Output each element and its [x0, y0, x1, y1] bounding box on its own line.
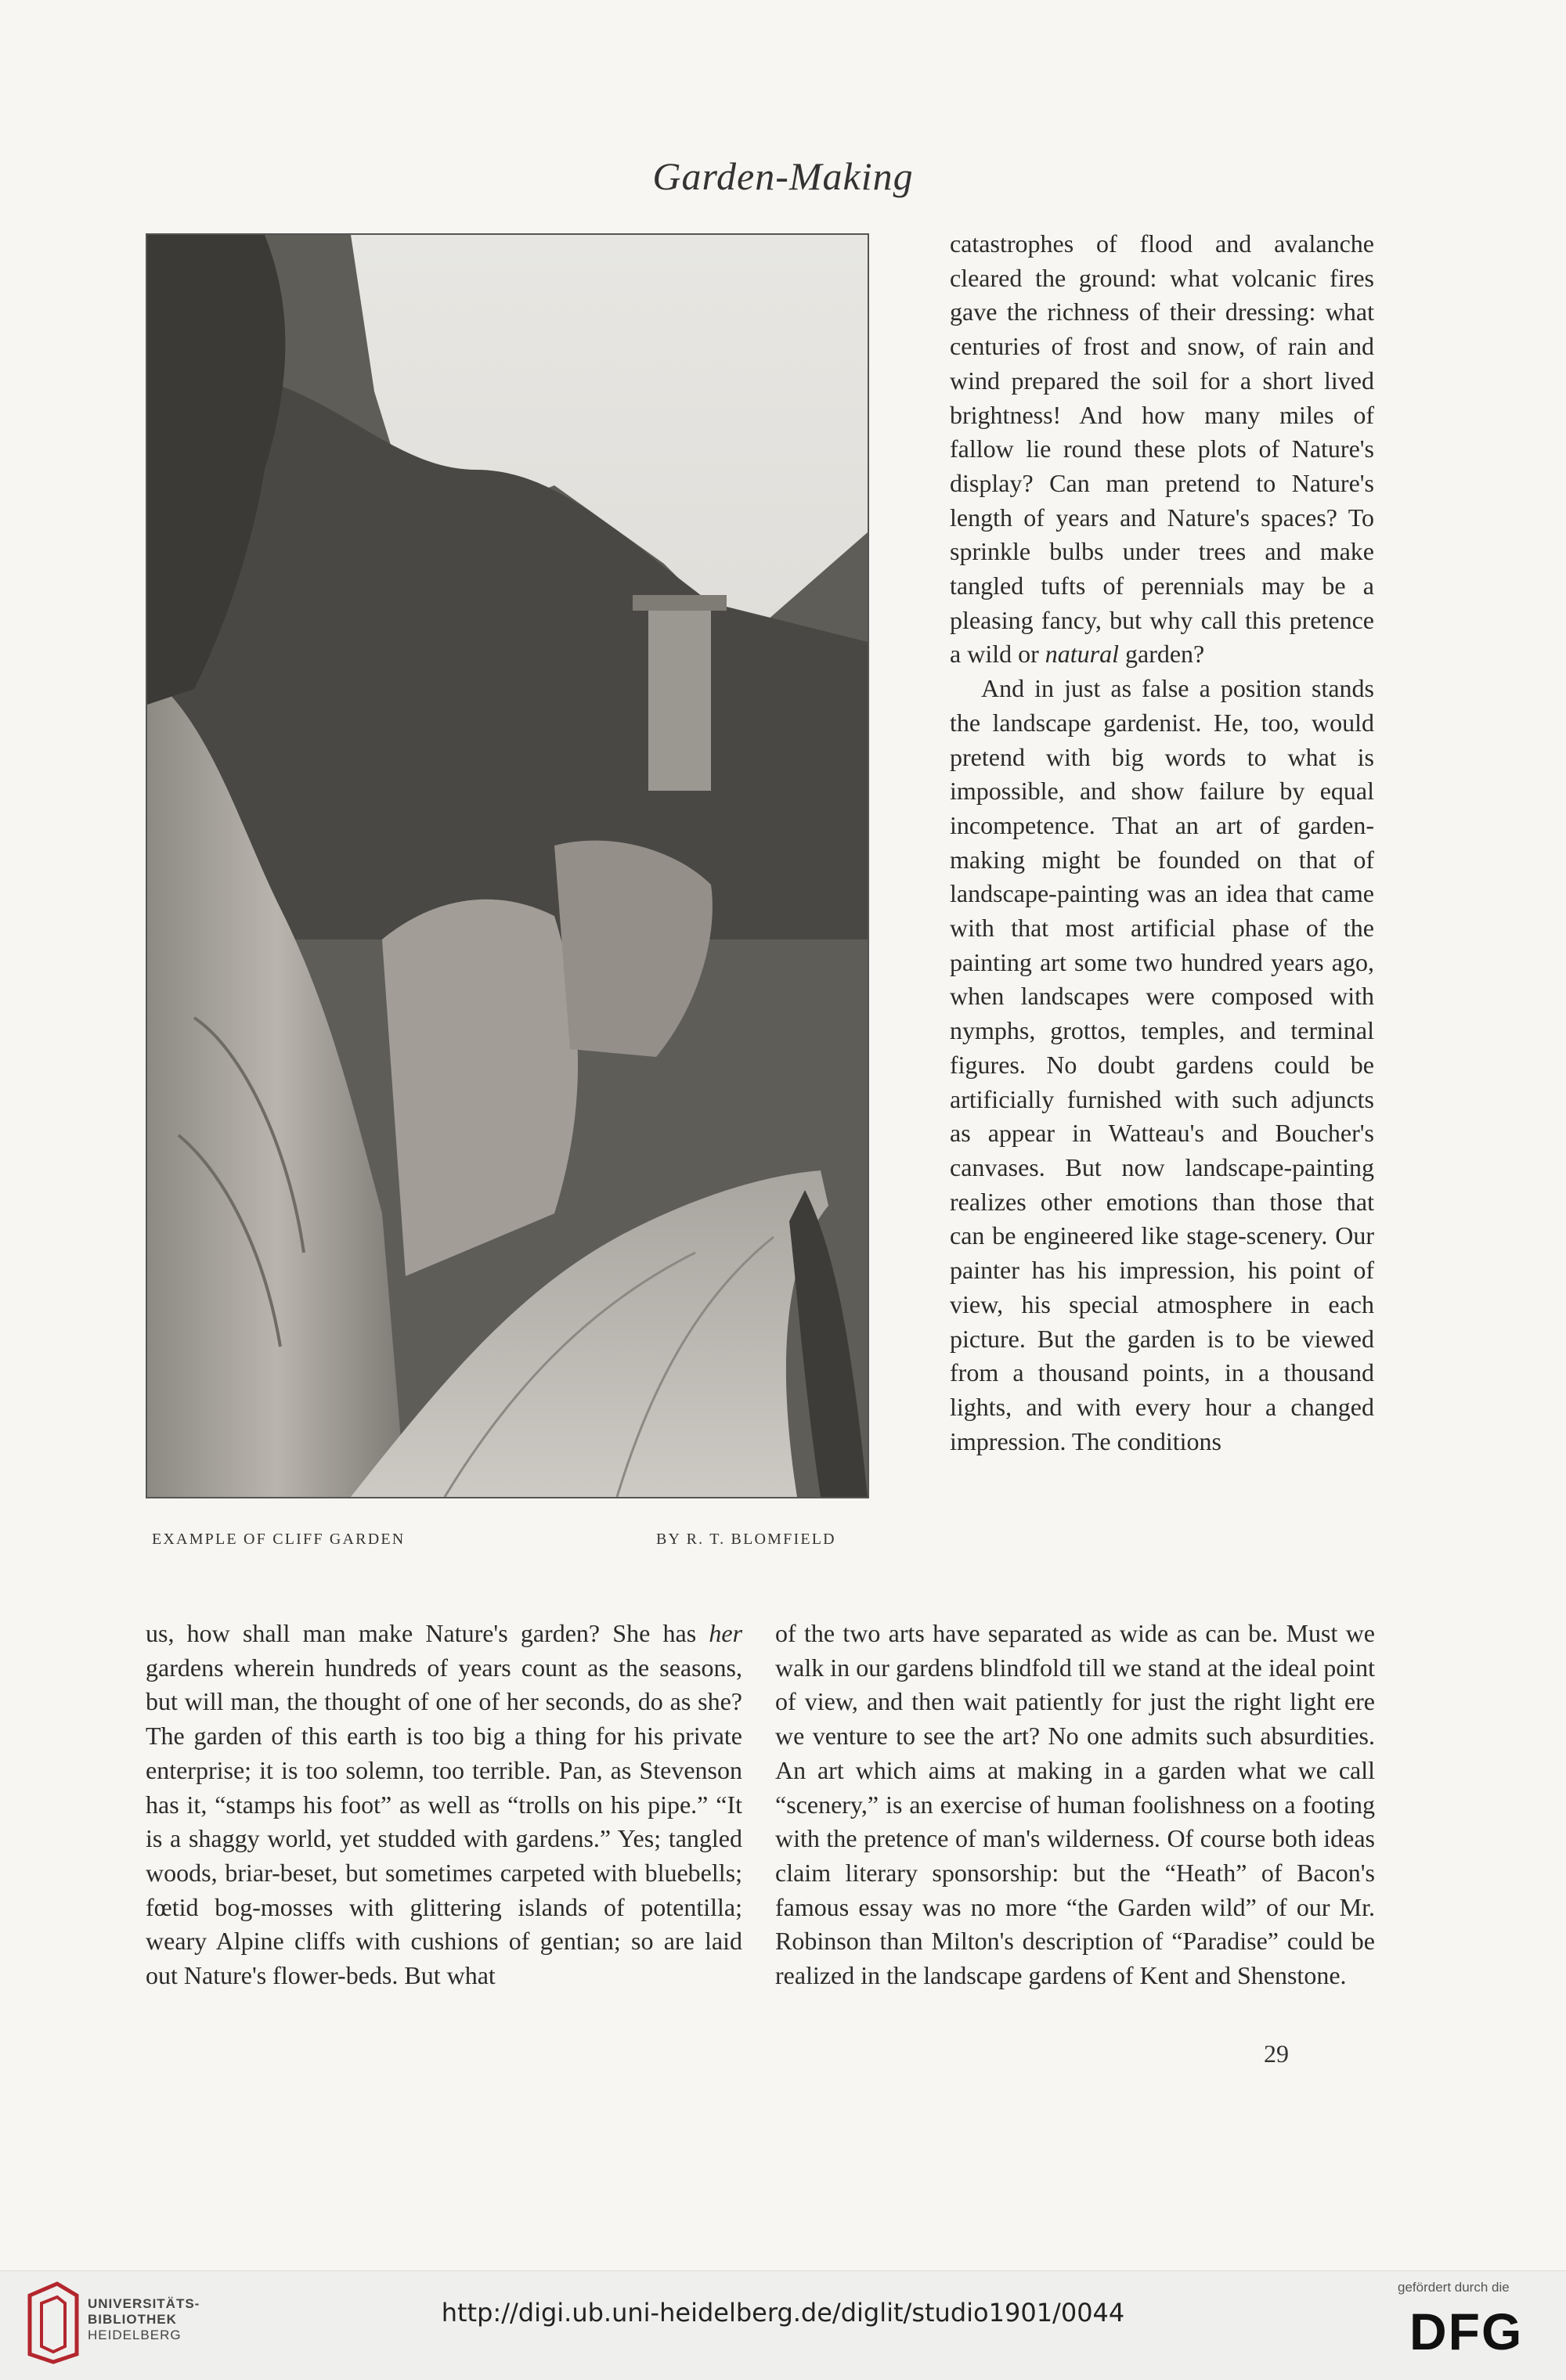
dfg-logo: DFG: [1409, 2302, 1524, 2360]
paragraph-text: catastrophes of flood and avalanche cleared the ground: what volcanic fires gave the richness of their dressing: what centuries of frost and snow, of rain and wind prepared the soil for a short lived brightness! And how many miles of fallow lie round these plots of Nature's display? Can man pretend to Nature's length of years and Nature's spaces? To sprinkle bulbs under trees and make tangled tufts of perennials may be a pleasing fancy, but why call this pretence a wild or: [950, 229, 1374, 669]
paragraph-text: us, how shall man make Nature's garden? She has: [146, 1619, 697, 1647]
photograph-illustration: [147, 235, 868, 1497]
library-name-line1: UNIVERSITÄTS-: [88, 2296, 200, 2311]
text-column-right-top: [950, 227, 1374, 1459]
paragraph: of the two arts have separated as wide as can be. Must we walk in our gardens blindfold till we stand at the ideal point of view, and then wait patiently for just the right light ere we venture to see the art? No one admits such absurdities. An art which aims at making in a garden what we call “scenery,” is an exercise of human foolishness on a footing with the pretence of man's wilderness. Of course both ideas claim literary sponsorship: but the “Heath” of Bacon's famous essay was no more “the Garden wild” of our Mr. Robinson than Milton's description of “Paradise” could be realized in the landscape gardens of Kent and Shenstone.: [775, 1619, 1375, 1990]
cliff-garden-photograph: [146, 233, 869, 1498]
figure-caption-title: EXAMPLE OF CLIFF GARDEN: [152, 1531, 406, 1548]
paragraph: And in just as false a position stands the landscape gardenist. He, too, would pretend with big words to what is impossible, and show failure by equal incompetence. That an art of garden-making might be founded on that of landscape-painting was an idea that came with that most artificial phase of the painting art some two hundred years ago, when landscapes were composed with nymphs, grottos, temples, and terminal figures. No doubt gardens could be artificially furnished with such adjuncts as appear in Watteau's and Boucher's canvases. But now landscape-painting realizes other emotions than those that can be engineered like stage-scenery. Our painter has his impression, his point of view, his special atmosphere in each picture. But the garden is to be viewed from a thousand points, in a thousand lights, and with every hour a changed impression. The conditions: [950, 674, 1374, 1455]
paragraph: [950, 227, 1374, 672]
running-head: Garden-Making: [652, 154, 914, 198]
paragraph: [146, 1617, 742, 1993]
figure-caption-credit: BY R. T. BLOMFIELD: [656, 1531, 836, 1548]
library-name-line2: BIBLIOTHEK: [88, 2312, 177, 2327]
emphasis-text: her: [709, 1619, 743, 1647]
emphasis-text: natural: [1045, 640, 1119, 669]
paragraph-text-end: garden?: [1124, 640, 1205, 669]
paragraph-text-cont: gardens wherein hundreds of years count as the seasons, but will man, the thought of one of her seconds, do as she? The garden of this earth is too big a thing for his private enterprise; it is too solemn, too terrible. Pan, as Stevenson has it, “stamps his foot” as well as “trolls on his pipe.” “It is a shaggy world, yet studded with gardens.” Yes; tangled woods, briar-beset, but sometimes carpeted with bluebells; fœtid bog-mosses with glittering islands of potentilla; weary Alpine cliffs with cushions of gentian; so are laid out Nature's flower-beds. But what: [146, 1653, 742, 1990]
permalink-url[interactable]: http://digi.ub.uni-heidelberg.de/diglit/studio1901/0044: [441, 2298, 1125, 2328]
library-name-line3: HEIDELBERG: [88, 2328, 182, 2342]
page-number: 29: [1264, 2039, 1289, 2068]
funding-note: gefördert durch die: [1398, 2280, 1510, 2295]
text-column-right-bottom: [775, 1617, 1375, 1993]
text-column-left-bottom: [146, 1617, 742, 1993]
